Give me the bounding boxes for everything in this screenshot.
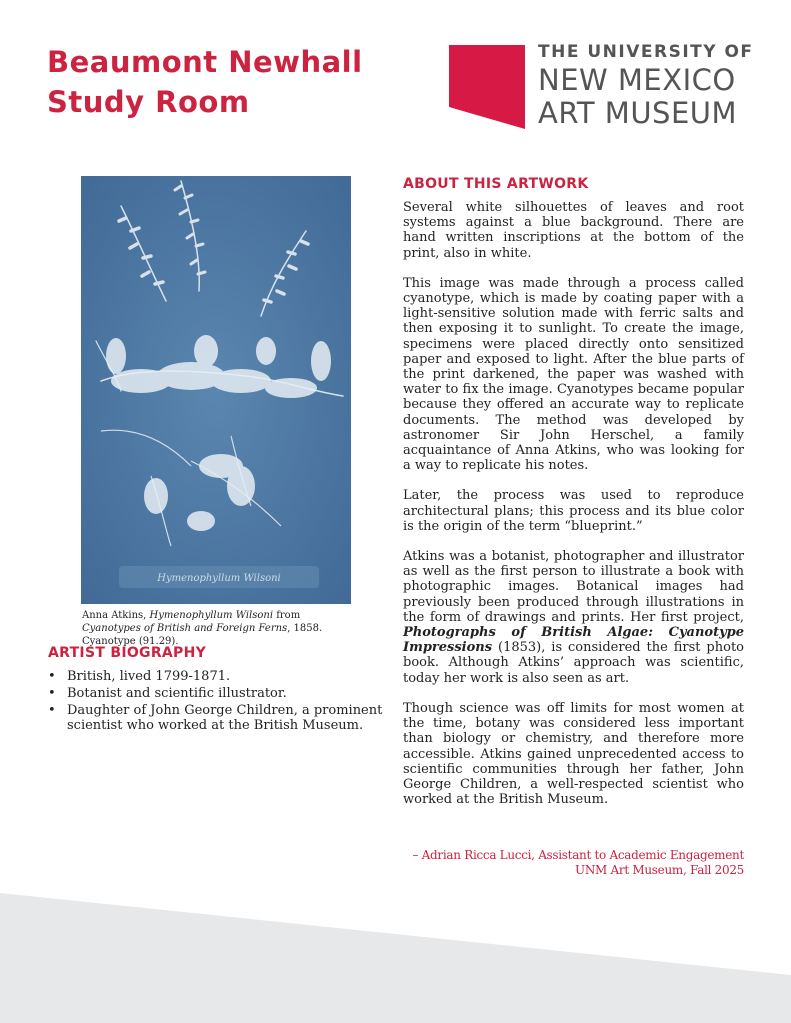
signature-line2: UNM Art Museum, Fall 2025 xyxy=(575,863,744,877)
cyanotype-fern-silhouettes xyxy=(81,176,351,604)
artwork-image xyxy=(81,176,351,604)
about-paragraph-4-text-b: (1853), is considered the first photo book. Although Atkins’ approach was scientific, today her work is also seen as art. xyxy=(403,640,744,686)
about-paragraph-4 xyxy=(403,549,744,686)
caption-details: , 1858. Cyanotype (91.29). xyxy=(82,623,323,647)
list-item xyxy=(48,669,388,684)
artist-biography-list xyxy=(48,669,388,735)
caption-from: from xyxy=(273,610,301,621)
about-paragraph-1: Several white silhouettes of leaves and root systems against a blue background. There are hand written inscriptions at the bottom of the print, also in white. xyxy=(403,200,744,261)
caption-title: Hymenophyllum Wilsoni xyxy=(149,610,274,621)
caption-series: Cyanotypes of British and Foreign Ferns xyxy=(82,623,288,634)
about-paragraph-4-text-a: Atkins was a botanist, photographer and illustrator as well as the first person to illustrate a book with photographic images. Botanical images had previously been produced through illustrations in the form of drawings and prints. Her first project, xyxy=(403,549,744,625)
biography-item-text: Botanist and scientific illustrator. xyxy=(67,686,287,701)
bullet-icon: • xyxy=(48,669,56,684)
bullet-icon: • xyxy=(48,686,56,701)
about-paragraph-3: Later, the process was used to reproduce architectural plans; this process and its blue color is the origin of the term “blueprint.” xyxy=(403,488,744,534)
about-artwork-heading: ABOUT THIS ARTWORK xyxy=(403,176,589,192)
unm-logo-wordmark xyxy=(538,40,754,130)
caption-artist: Anna Atkins, xyxy=(82,610,150,621)
artwork-caption xyxy=(82,609,357,648)
list-item xyxy=(48,686,388,701)
author-signature xyxy=(403,848,744,878)
about-paragraph-2: This image was made through a process called cyanotype, which is made by coating paper with a light-sensitive solution made with ferric salts and then exposing it to sunlight. To create the image, specimens were placed directly onto sensitized paper and exposed to light. After the blue parts of the print darkened, the paper was washed with water to fix the image. Cyanotypes became popular because they offered an accurate way to replicate documents. The method was developed by astronomer Sir John Herschel, a family acquaintance of Anna Atkins, who was looking for a way to replicate his notes. xyxy=(403,275,744,474)
about-book-title: Photographs of British Algae: Cyanotype Impressions xyxy=(403,625,744,656)
biography-item-text: Daughter of John George Children, a prominent scientist who worked at the British Museum. xyxy=(67,703,383,733)
logo-line-university: THE UNIVERSITY OF xyxy=(538,42,754,62)
page-title-line1: Beaumont Newhall xyxy=(47,45,363,79)
logo-line-art-museum: ART MUSEUM xyxy=(538,96,738,130)
bullet-icon: • xyxy=(48,703,56,718)
about-artwork-body xyxy=(403,200,744,822)
unm-logo-mark xyxy=(449,45,529,129)
logo-line-new-mexico: NEW MEXICO xyxy=(538,63,736,97)
page-title xyxy=(47,42,363,122)
biography-item-text: British, lived 1799-1871. xyxy=(67,669,231,684)
list-item xyxy=(48,703,388,733)
signature-line1: – Adrian Ricca Lucci, Assistant to Academic Engagement xyxy=(412,848,744,862)
artwork-inscription: Hymenophyllum Wilsoni xyxy=(157,573,281,584)
artist-biography-heading: ARTIST BIOGRAPHY xyxy=(48,645,207,661)
page-title-line2: Study Room xyxy=(47,85,250,119)
about-paragraph-5: Though science was off limits for most women at the time, botany was considered less important than biology or chemistry, and therefore more accessible. Atkins gained unprecedented access to scientific communities through her father, John George Children, a well-respected scientist who worked at the British Museum. xyxy=(403,700,744,808)
